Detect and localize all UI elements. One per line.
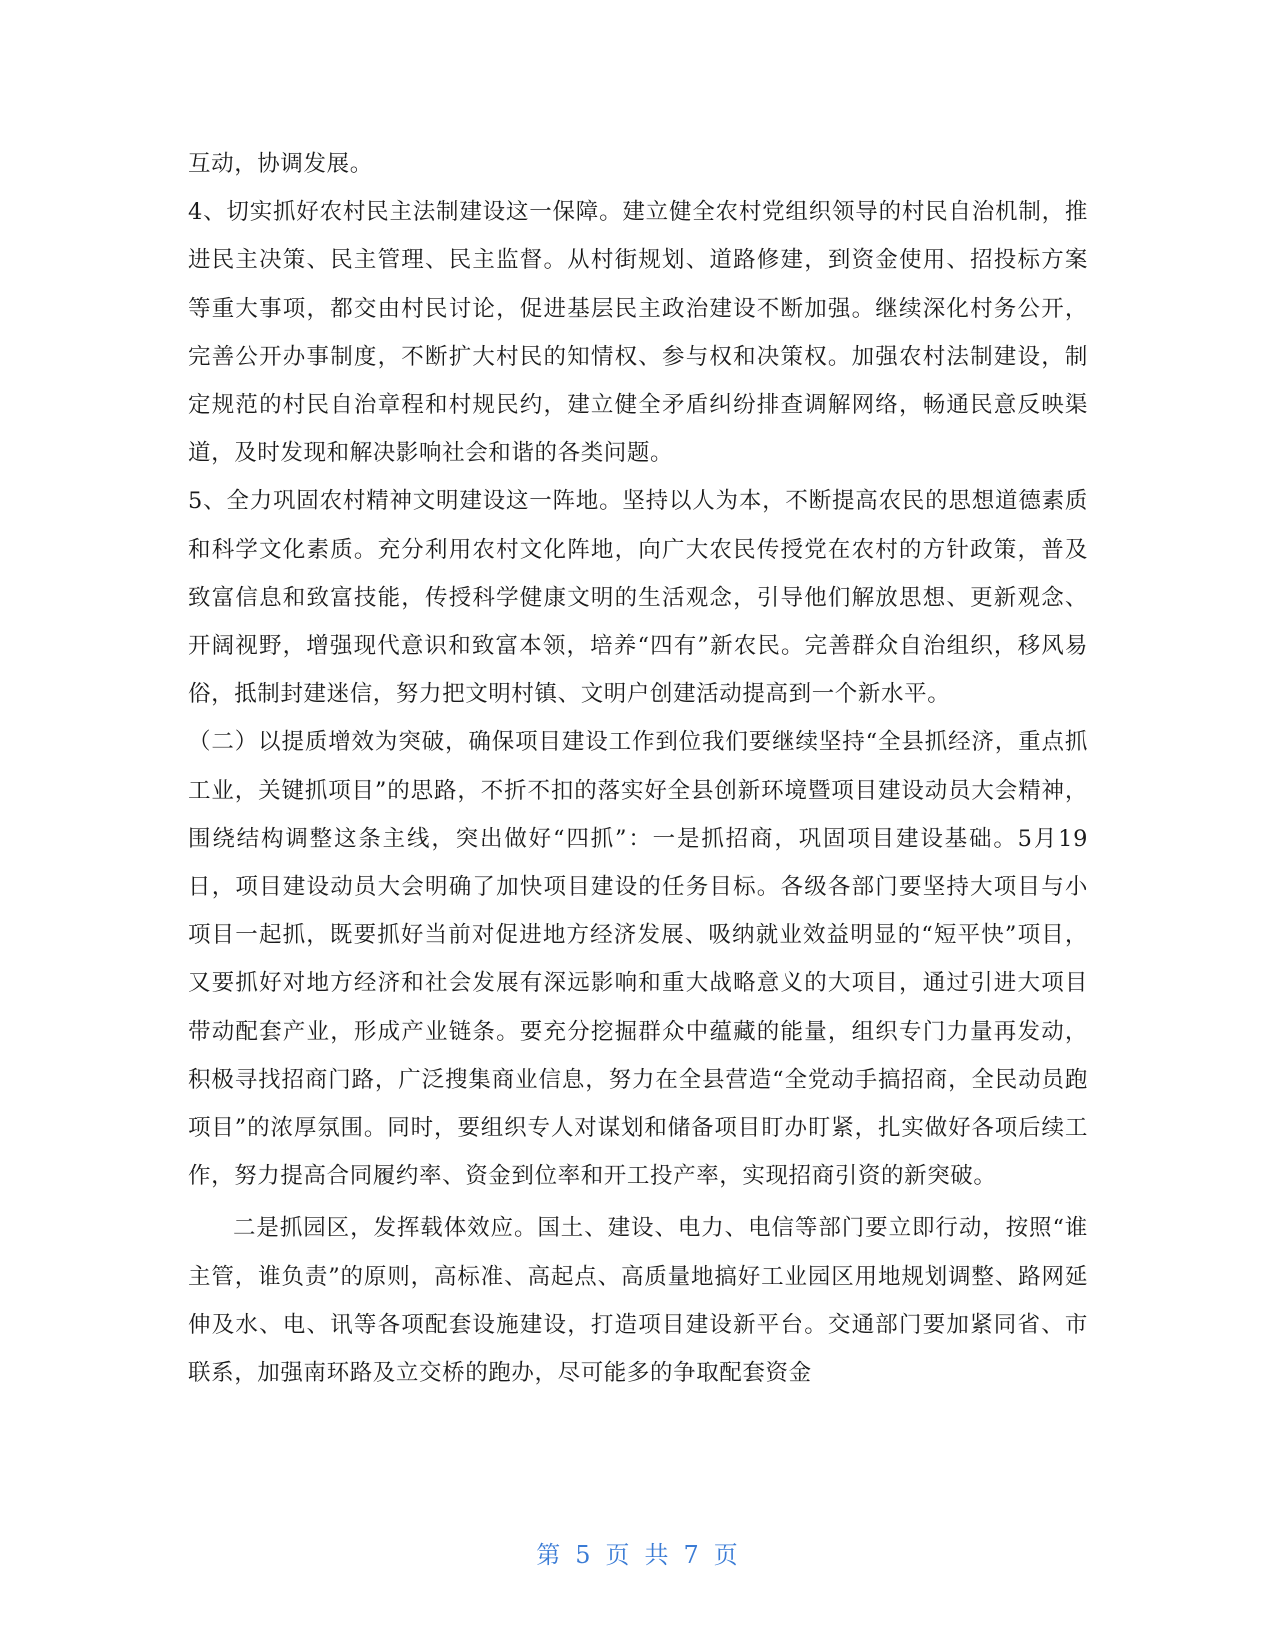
page-number: 5 [575, 1541, 592, 1569]
total-unit: 页 [713, 1541, 739, 1569]
paragraph-item-4: 4、切实抓好农村民主法制建设这一保障。建立健全农村党组织领导的村民自治机制，推进民主决策、民主管理、民主监督。从村街规划、道路修建，到资金使用、招投标方案等重大事项，都交由村民讨论，促进基层民主政治建设不断加强。继续深化村务公开，完善公开办事制度，不断扩大村民的知情权、参与权和决策权。加强农村法制建设，制定规范的村民自治章程和村规民约，建立健全矛盾纠纷排查调解网络，畅通民意反映渠道，及时发现和解决影响社会和谐的各类问题。 [188, 199, 1088, 467]
total-pages: 7 [683, 1541, 700, 1569]
paragraph-item-5: 5、全力巩固农村精神文明建设这一阵地。坚持以人为本，不断提高农民的思想道德素质和科学文化素质。充分利用农村文化阵地，向广大农民传授党在农村的方针政策，普及致富信息和致富技能，传授科学健康文明的生活观念，引导他们解放思想、更新观念、开阔视野，增强现代意识和致富本领，培养“四有”新农民。完善群众自治组织，移风易俗，抵制封建迷信，努力把文明村镇、文明户创建活动提高到一个新水平。 [188, 488, 1088, 708]
paragraph-continuation: 互动，协调发展。 [188, 151, 373, 177]
page-prefix: 第 [536, 1541, 562, 1569]
total-prefix: 共 [644, 1541, 670, 1569]
paragraph-park-development: 二是抓园区，发挥载体效应。国土、建设、电力、电信等部门要立即行动，按照“谁主管，谁负责”的原则，高标准、高起点、高质量地搞好工业园区用地规划调整、路网延伸及水、电、讯等各项配套设施建设，打造项目建设新平台。交通部门要加紧同省、市联系，加强南环路及立交桥的跑办，尽可能多的争取配套资金 [188, 1215, 1088, 1387]
page-footer [0, 1535, 1275, 1570]
document-body [188, 140, 1088, 1397]
page-unit: 页 [605, 1541, 631, 1569]
paragraph-section-2: （二）以提质增效为突破，确保项目建设工作到位我们要继续坚持“全县抓经济，重点抓工业，关键抓项目”的思路，不折不扣的落实好全县创新环境暨项目建设动员大会精神，围绕结构调整这条主线，突出做好“四抓”：一是抓招商，巩固项目建设基础。5月19日，项目建设动员大会明确了加快项目建设的任务目标。各级各部门要坚持大项目与小项目一起抓，既要抓好当前对促进地方经济发展、吸纳就业效益明显的“短平快”项目，又要抓好对地方经济和社会发展有深远影响和重大战略意义的大项目，通过引进大项目带动配套产业，形成产业链条。要充分挖掘群众中蕴藏的能量，组织专门力量再发动，积极寻找招商门路，广泛搜集商业信息，努力在全县营造“全党动手搞招商，全民动员跑项目”的浓厚氛围。同时，要组织专人对谋划和储备项目盯办盯紧，扎实做好各项后续工作，努力提高合同履约率、资金到位率和开工投产率，实现招商引资的新突破。 [188, 729, 1088, 1190]
